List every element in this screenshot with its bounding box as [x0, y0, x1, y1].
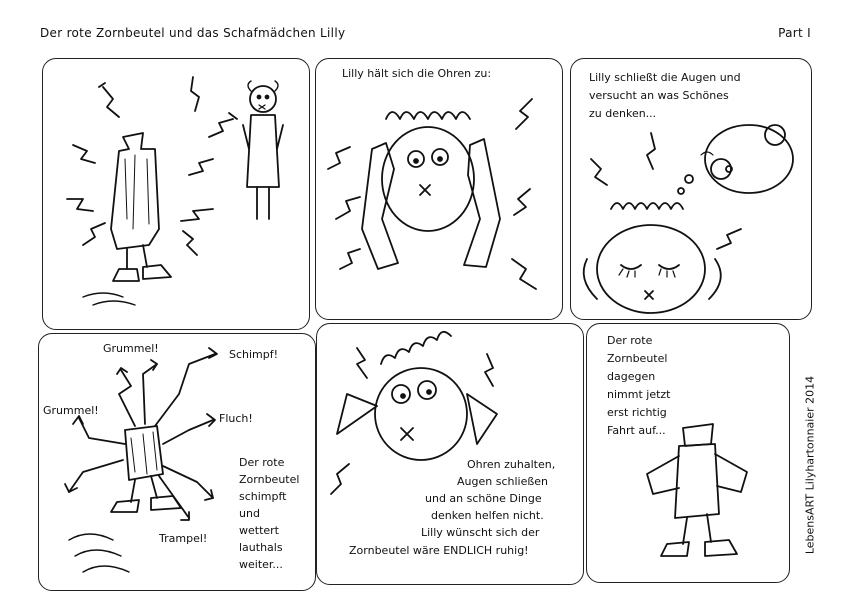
comic-title: Der rote Zornbeutel und das Schafmädchen Lilly: [40, 26, 346, 40]
sound-word-grummel-1: Grummel!: [103, 342, 159, 355]
panel-3-caption-line-2: versucht an was Schönes: [589, 89, 729, 102]
panel-3-caption-line-1: Lilly schließt die Augen und: [589, 71, 741, 84]
panel-4-caption-line-3: schimpft: [239, 490, 287, 503]
artist-signature: [790, 350, 830, 580]
sound-word-fluch: Fluch!: [219, 412, 253, 425]
panel-4-caption-line-4: und: [239, 507, 260, 520]
panel-4-caption-line-5: wettert: [239, 524, 279, 537]
panel-4-caption-line-6: lauthals: [239, 541, 283, 554]
panel-3-caption-line-3: zu denken...: [589, 107, 657, 120]
panel-4-caption-line-1: Der rote: [239, 456, 285, 469]
zornbeutel-shouting-drawing: [39, 334, 315, 590]
signature-text: LebensART Lilyhartonnaier 2014: [803, 375, 817, 555]
panel-3: [570, 58, 812, 320]
lilly-covering-ears-drawing: [316, 59, 562, 319]
panel-2: [315, 58, 563, 320]
lilly-tilted-head-drawing: [317, 324, 583, 584]
panel-6-caption-line-3: dagegen: [607, 370, 656, 383]
zornbeutel-drawing: [43, 59, 309, 329]
panel-5-caption-line-1: Ohren zuhalten,: [467, 458, 556, 471]
panel-5-caption-line-4: denken helfen nicht.: [431, 509, 544, 522]
zornbeutel-hands-on-hips-drawing: [587, 324, 789, 582]
panel-5-caption-line-6: Zornbeutel wäre ENDLICH ruhig!: [349, 544, 529, 557]
panel-6-caption-line-4: nimmt jetzt: [607, 388, 671, 401]
panel-1: [42, 58, 310, 330]
panel-6: [586, 323, 790, 583]
lilly-dreaming-drawing: [571, 59, 811, 319]
sound-word-schimpf: Schimpf!: [229, 348, 279, 361]
part-label: Part I: [778, 26, 811, 40]
panel-6-caption-line-1: Der rote: [607, 334, 653, 347]
sound-word-trampel: Trampel!: [159, 532, 208, 545]
panel-5-caption-line-2: Augen schließen: [457, 475, 549, 488]
panel-6-caption-line-2: Zornbeutel: [607, 352, 668, 365]
panel-4-caption-line-7: weiter...: [239, 558, 283, 571]
panel-4-caption-line-2: Zornbeutel: [239, 473, 300, 486]
panel-5-caption-line-3: und an schöne Dinge: [425, 492, 542, 505]
panel-2-caption: Lilly hält sich die Ohren zu:: [342, 67, 492, 80]
panel-6-caption-line-6: Fahrt auf...: [607, 424, 666, 437]
panel-4: [38, 333, 316, 591]
panel-5-caption-line-5: Lilly wünscht sich der: [421, 526, 540, 539]
panel-6-caption-line-5: erst richtig: [607, 406, 667, 419]
panel-5: [316, 323, 584, 585]
sound-word-grummel-2: Grummel!: [43, 404, 99, 417]
